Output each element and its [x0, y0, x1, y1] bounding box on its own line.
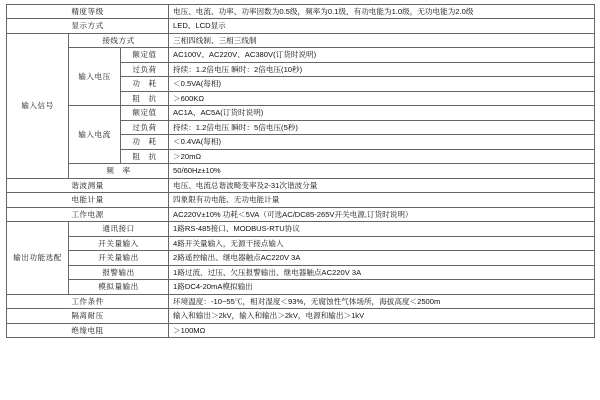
row-value-input-voltage-impedance: ＞600KΩ — [169, 91, 595, 105]
group-label-output-function: 输出功能选配 — [7, 222, 69, 294]
row-label-frequency: 频 率 — [69, 164, 169, 178]
table-row — [7, 236, 595, 250]
row-label-harmonic-measure: 谐波测量 — [7, 178, 169, 192]
row-value-comm-interface: 1路RS-485接口、MODBUS-RTU协议 — [169, 222, 595, 236]
row-label-working-power: 工作电源 — [7, 207, 169, 221]
row-label-accuracy-class: 精度等级 — [7, 5, 169, 19]
row-label-switch-output: 开关量输出 — [69, 251, 169, 265]
group-label-input-current: 输入电流 — [69, 106, 121, 164]
row-label-switch-input: 开关量输入 — [69, 236, 169, 250]
row-value-accuracy-class: 电压、电流、功率、功率因数为0.5级，频率为0.1级，有功电能为1.0级，无功电能为2.0级 — [169, 5, 595, 19]
table-row — [7, 251, 595, 265]
row-value-analog-output: 1路DC4-20mA模拟输出 — [169, 280, 595, 294]
row-label-input-current-power: 功 耗 — [121, 135, 169, 149]
row-label-wiring-mode: 接线方式 — [69, 33, 169, 47]
row-value-input-current-rated: AC1A、AC5A(订货时说明) — [169, 106, 595, 120]
table-row — [7, 309, 595, 323]
row-value-working-power: AC220V±10% 功耗＜5VA（可选AC/DC85-265V开关电源,订货时说明） — [169, 207, 595, 221]
table-row — [7, 5, 595, 19]
table-row — [7, 19, 595, 33]
row-value-input-voltage-rated: AC100V、AC220V、AC380V(订货时说明) — [169, 48, 595, 62]
row-value-input-current-overload: 持续：1.2倍电压 瞬时：5倍电压(5秒) — [169, 120, 595, 134]
row-value-input-voltage-overload: 持续：1.2倍电压 瞬时：2倍电压(10秒) — [169, 62, 595, 76]
table-row — [7, 193, 595, 207]
row-value-switch-output: 2路遥控输出、继电器触点AC220V 3A — [169, 251, 595, 265]
row-label-input-current-overload: 过负荷 — [121, 120, 169, 134]
row-label-input-current-rated: 额定值 — [121, 106, 169, 120]
table-row — [7, 48, 595, 62]
row-value-display-mode: LED、LCD显示 — [169, 19, 595, 33]
row-label-display-mode: 显示方式 — [7, 19, 169, 33]
row-label-input-voltage-rated: 额定值 — [121, 48, 169, 62]
row-value-alarm-output: 1路过流、过压、欠压报警输出、继电器触点AC220V 3A — [169, 265, 595, 279]
row-label-working-condition: 工作条件 — [7, 294, 169, 308]
row-value-switch-input: 4路开关量输入，无源干接点输入 — [169, 236, 595, 250]
row-value-insulation-resistance: ＞100MΩ — [169, 323, 595, 337]
group-label-input-voltage: 输入电压 — [69, 48, 121, 106]
row-label-isolation-withstand: 隔离耐压 — [7, 309, 169, 323]
table-row — [7, 265, 595, 279]
row-label-energy-metering: 电能计量 — [7, 193, 169, 207]
row-label-insulation-resistance: 绝缘电阻 — [7, 323, 169, 337]
table-row — [7, 280, 595, 294]
row-label-input-voltage-power: 功 耗 — [121, 77, 169, 91]
row-label-analog-output: 模拟量输出 — [69, 280, 169, 294]
table-row — [7, 222, 595, 236]
table-row — [7, 106, 595, 120]
row-value-isolation-withstand: 输入和输出＞2kV，输入和输出＞2kV，电源和输出＞1kV — [169, 309, 595, 323]
row-label-input-current-impedance: 阻 抗 — [121, 149, 169, 163]
table-row — [7, 294, 595, 308]
table-row — [7, 323, 595, 337]
row-value-input-current-power: ＜0.4VA(每相) — [169, 135, 595, 149]
specification-table — [6, 4, 595, 338]
row-value-frequency: 50/60Hz±10% — [169, 164, 595, 178]
row-value-working-condition: 环境温度：-10~55℃，相对湿度＜93%，无腐蚀性气体场所，海拔高度＜2500m — [169, 294, 595, 308]
row-value-wiring-mode: 三相四线制、三相三线制 — [169, 33, 595, 47]
table-row — [7, 164, 595, 178]
row-label-input-voltage-impedance: 阻 抗 — [121, 91, 169, 105]
table-row — [7, 33, 595, 47]
row-label-alarm-output: 报警输出 — [69, 265, 169, 279]
row-label-comm-interface: 通讯接口 — [69, 222, 169, 236]
table-row — [7, 178, 595, 192]
table-row — [7, 207, 595, 221]
row-value-input-voltage-power: ＜0.5VA(每相) — [169, 77, 595, 91]
row-value-input-current-impedance: ＞20mΩ — [169, 149, 595, 163]
group-label-input-signal: 输入信号 — [7, 33, 69, 178]
row-value-harmonic-measure: 电压、电流总谐波畸变率及2-31次谐波分量 — [169, 178, 595, 192]
row-label-input-voltage-overload: 过负荷 — [121, 62, 169, 76]
row-value-energy-metering: 四象限有功电能、无功电能计量 — [169, 193, 595, 207]
